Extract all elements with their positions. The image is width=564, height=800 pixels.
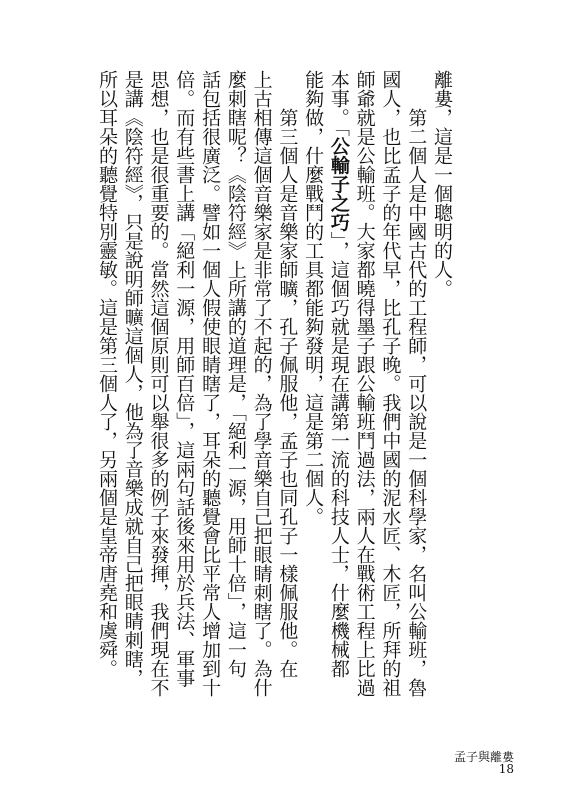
text-column-10: 話包括很廣泛。譬如一個人假使眼睛瞎了，耳朵的聽覺會比平常人增加到十 bbox=[199, 70, 222, 697]
text-column-13: 是講《陰符經》，只是說明師曠這個人，他為了音樂成就自己把眼睛刺瞎， bbox=[121, 70, 144, 688]
emphasized-phrase: 公輸子之巧 bbox=[327, 136, 350, 232]
page-number: 18 bbox=[498, 762, 514, 776]
text-column-8: 上古相傳這個音樂家是非常了不起的，為了學音樂自己把眼睛刺瞎了。為什 bbox=[250, 70, 273, 697]
text-column-3: 國人，也比孟子的年代早，比孔子晚。我們中國的泥水匠、木匠，所拜的祖 bbox=[379, 70, 402, 697]
text-segment: 」，這個巧就是現在講第一流的科技人士，什麼機械都 bbox=[327, 231, 350, 678]
text-column-5 bbox=[326, 70, 351, 720]
running-footer-title: 孟子與離婁 bbox=[453, 750, 514, 764]
text-column-2: 第二個人是中國古代的工程師，可以說是一個科學家，名叫公輸班，魯 bbox=[405, 108, 428, 697]
text-column-11: 倍。而有些書上講「絕利一源，用師百倍」，這兩句話後來用於兵法、軍事 bbox=[173, 70, 196, 688]
text-column-7: 第三個人是音樂家師曠，孔子佩服他，孟子也同孔子一樣佩服他。在 bbox=[276, 108, 299, 678]
text-column-14: 所以耳朵的聽覺特別靈敏。這是第三個人了，另兩個是皇帝唐堯和虞舜。 bbox=[96, 70, 118, 678]
text-column-9: 麼刺瞎呢？《陰符經》上所講的道理是，「絕利一源，用師十倍」，這一句 bbox=[224, 70, 247, 678]
text-column-6: 能夠做，什麼戰鬥的工具都能夠發明，這是第二個人。 bbox=[302, 70, 325, 526]
text-column-4: 師爺就是公輸班。大家都曉得墨子跟公輸班鬥過法，兩人在戰術工程上比過 bbox=[353, 70, 376, 697]
vertical-text-body bbox=[94, 70, 454, 720]
text-column-1: 離婁，這是一個聰明的人。 bbox=[430, 70, 453, 298]
text-column-12: 思想，也是很重要的。當然這個原則可以舉很多的例子來發揮，我們現在不 bbox=[147, 70, 170, 697]
text-segment: 本事。「 bbox=[327, 70, 350, 137]
